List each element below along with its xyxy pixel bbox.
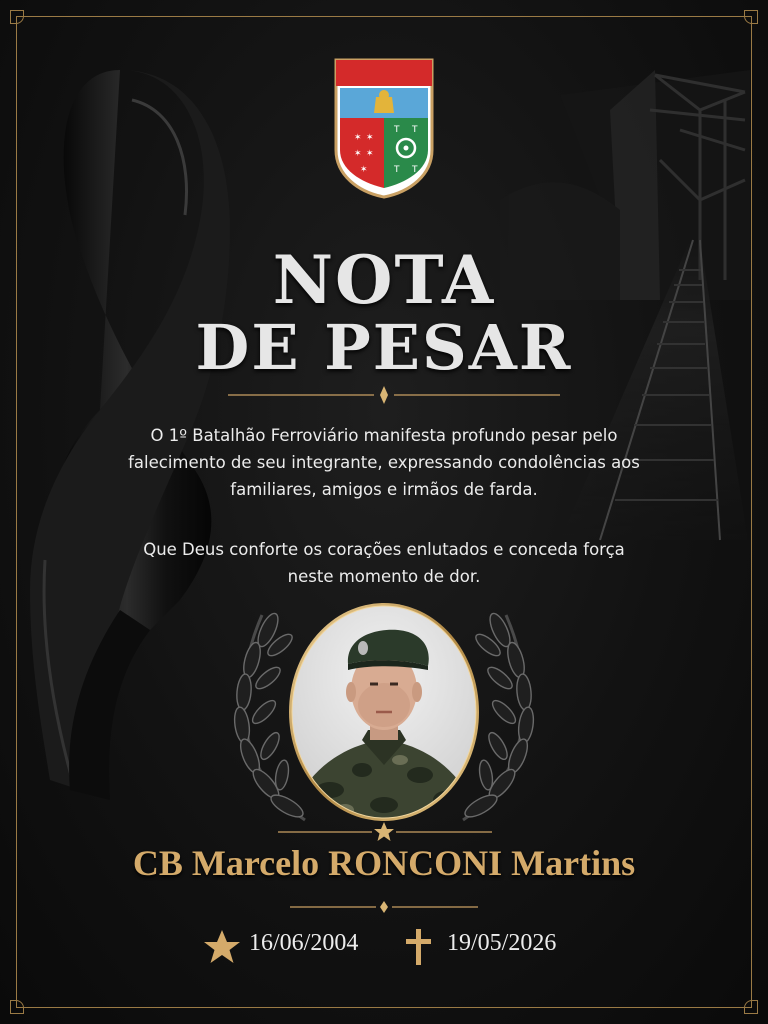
svg-text:✶: ✶ (360, 165, 368, 175)
svg-text:✶: ✶ (354, 149, 362, 159)
svg-text:T: T (412, 125, 418, 135)
frame-corner (744, 10, 758, 24)
svg-text:T: T (394, 165, 400, 175)
condolence-message: O 1º Batalhão Ferroviário manifesta profundo pesar pelo falecimento de seu integrante, expressando condolências aos familiares, amigos e irmãos de farda. (128, 426, 640, 499)
svg-text:✶: ✶ (366, 133, 374, 143)
frame-corner (744, 1000, 758, 1014)
svg-text:T: T (412, 165, 418, 175)
deceased-name: CB Marcelo RONCONI Martins (132, 843, 636, 883)
svg-text:T: T (394, 125, 400, 135)
death-date: 19/05/2026 (447, 930, 557, 956)
birth-date: 16/06/2004 (249, 930, 359, 956)
title-line-2: DE PESAR (195, 311, 573, 384)
frame-corner (10, 1000, 24, 1014)
prayer-message: Que Deus conforte os corações enlutados e conceda força neste momento de dor. (143, 540, 625, 586)
svg-text:✶: ✶ (366, 149, 374, 159)
svg-text:✶: ✶ (354, 133, 362, 143)
title-line-1: NOTA (272, 241, 496, 319)
